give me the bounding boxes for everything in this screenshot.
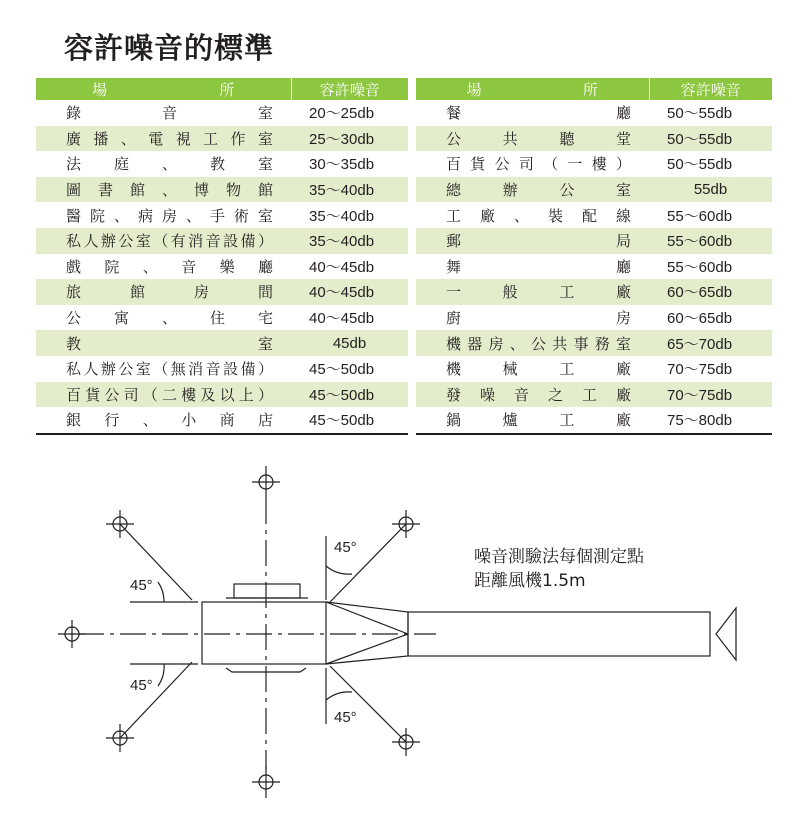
noise-level-cell: 45db bbox=[291, 330, 408, 356]
noise-level-cell: 45～50db bbox=[309, 361, 375, 379]
noise-level-cell: 60～65db bbox=[649, 279, 772, 305]
noise-level-cell: 20～25db bbox=[309, 105, 375, 123]
place-name: 錄音室 bbox=[66, 104, 273, 123]
diagram-note-line2: 距離風機1.5m bbox=[474, 571, 586, 591]
header-level: 容許噪音 bbox=[649, 78, 772, 100]
duct bbox=[408, 612, 710, 656]
diag-line-lower-left bbox=[120, 662, 192, 738]
noise-level-cell: 55～60db bbox=[667, 207, 733, 225]
place-name: 鍋爐工廠 bbox=[446, 411, 631, 430]
place-name: 發噪音之工廠 bbox=[446, 385, 631, 404]
place-name: 教室 bbox=[66, 334, 273, 353]
place-name: 公共聽堂 bbox=[446, 129, 631, 148]
place-name: 銀行、小商店 bbox=[66, 411, 273, 430]
motor-top-plate bbox=[234, 584, 300, 598]
noise-level-cell: 30～35db bbox=[309, 156, 375, 174]
place-name: 私人辦公室（有消音設備） bbox=[66, 232, 273, 251]
noise-level-cell: 35～40db bbox=[309, 207, 375, 225]
page-title: 容許噪音的標準 bbox=[64, 31, 275, 65]
noise-level-cell: 70～75db bbox=[649, 382, 772, 408]
noise-level-cell: 25～30db bbox=[291, 126, 408, 152]
header-level: 容許噪音 bbox=[291, 78, 408, 100]
angle-label-lower-right: 45° bbox=[334, 709, 357, 726]
noise-level-cell: 35～40db bbox=[291, 177, 408, 203]
place-name: 總辦公室 bbox=[446, 181, 631, 200]
place-name: 旅館房間 bbox=[66, 283, 273, 302]
place-name: 醫院、病房、手術室 bbox=[66, 206, 273, 225]
noise-level-cell: 40～45db bbox=[309, 258, 375, 276]
angle-arc-lower-right bbox=[326, 692, 352, 700]
place-name: 郵局 bbox=[446, 232, 631, 251]
measure-point-top bbox=[252, 466, 280, 498]
noise-level-cell: 55～60db bbox=[649, 228, 772, 254]
place-name: 工廠、裝配線 bbox=[446, 206, 631, 225]
noise-level-cell: 60～65db bbox=[667, 310, 733, 328]
place-name: 機械工廠 bbox=[446, 360, 631, 379]
measure-point-left bbox=[58, 620, 86, 648]
place-name: 戲院、音樂廳 bbox=[66, 257, 273, 276]
angle-arc-upper-left bbox=[158, 582, 164, 602]
measure-point-bottom bbox=[252, 766, 280, 798]
place-name: 廚房 bbox=[446, 309, 631, 328]
diag-line-lower-right bbox=[330, 666, 406, 742]
header-place: 場 所 bbox=[36, 78, 291, 100]
place-name: 舞廳 bbox=[446, 257, 631, 276]
angle-label-upper-left: 45° bbox=[130, 577, 153, 594]
angle-arc-lower-left bbox=[158, 664, 164, 686]
place-name: 一般工廠 bbox=[446, 283, 631, 302]
duct-outlet-arrow bbox=[716, 608, 736, 660]
noise-level-cell: 55～60db bbox=[667, 258, 733, 276]
noise-level-cell: 50～55db bbox=[667, 105, 733, 123]
place-name: 公寓、住宅 bbox=[66, 309, 273, 328]
diagram-note-line1: 噪音測驗法每個測定點 bbox=[474, 547, 644, 567]
place-name: 百貨公司（一樓） bbox=[446, 155, 631, 174]
place-name: 餐廳 bbox=[446, 104, 631, 123]
angle-label-lower-left: 45° bbox=[130, 677, 153, 694]
place-name: 百貨公司（二樓及以上） bbox=[66, 385, 273, 404]
noise-level-cell: 55db bbox=[649, 177, 772, 203]
noise-level-cell: 45～50db bbox=[291, 382, 408, 408]
noise-level-cell: 70～75db bbox=[667, 361, 733, 379]
angle-label-upper-right: 45° bbox=[334, 539, 357, 556]
header-place: 場 所 bbox=[416, 78, 649, 100]
motor-body bbox=[202, 602, 326, 664]
noise-level-cell: 40～45db bbox=[291, 279, 408, 305]
noise-level-cell: 65～70db bbox=[649, 330, 772, 356]
angle-arc-upper-right bbox=[326, 566, 352, 574]
noise-level-cell: 40～45db bbox=[309, 310, 375, 328]
noise-level-cell: 35～40db bbox=[291, 228, 408, 254]
place-name: 私人辦公室（無消音設備） bbox=[66, 360, 273, 379]
noise-level-cell: 50～55db bbox=[667, 156, 733, 174]
place-name: 法庭、教室 bbox=[66, 155, 273, 174]
place-name: 機器房、公共事務室 bbox=[446, 334, 631, 353]
place-name: 圖書館、博物館 bbox=[66, 181, 273, 200]
diag-line-upper-right bbox=[330, 524, 406, 602]
coupling-cone bbox=[326, 602, 408, 664]
noise-level-cell: 50～55db bbox=[649, 126, 772, 152]
noise-level-cell: 75～80db bbox=[649, 407, 772, 434]
place-name: 廣播、電視工作室 bbox=[66, 129, 273, 148]
noise-level-cell: 45～50db bbox=[291, 407, 408, 434]
